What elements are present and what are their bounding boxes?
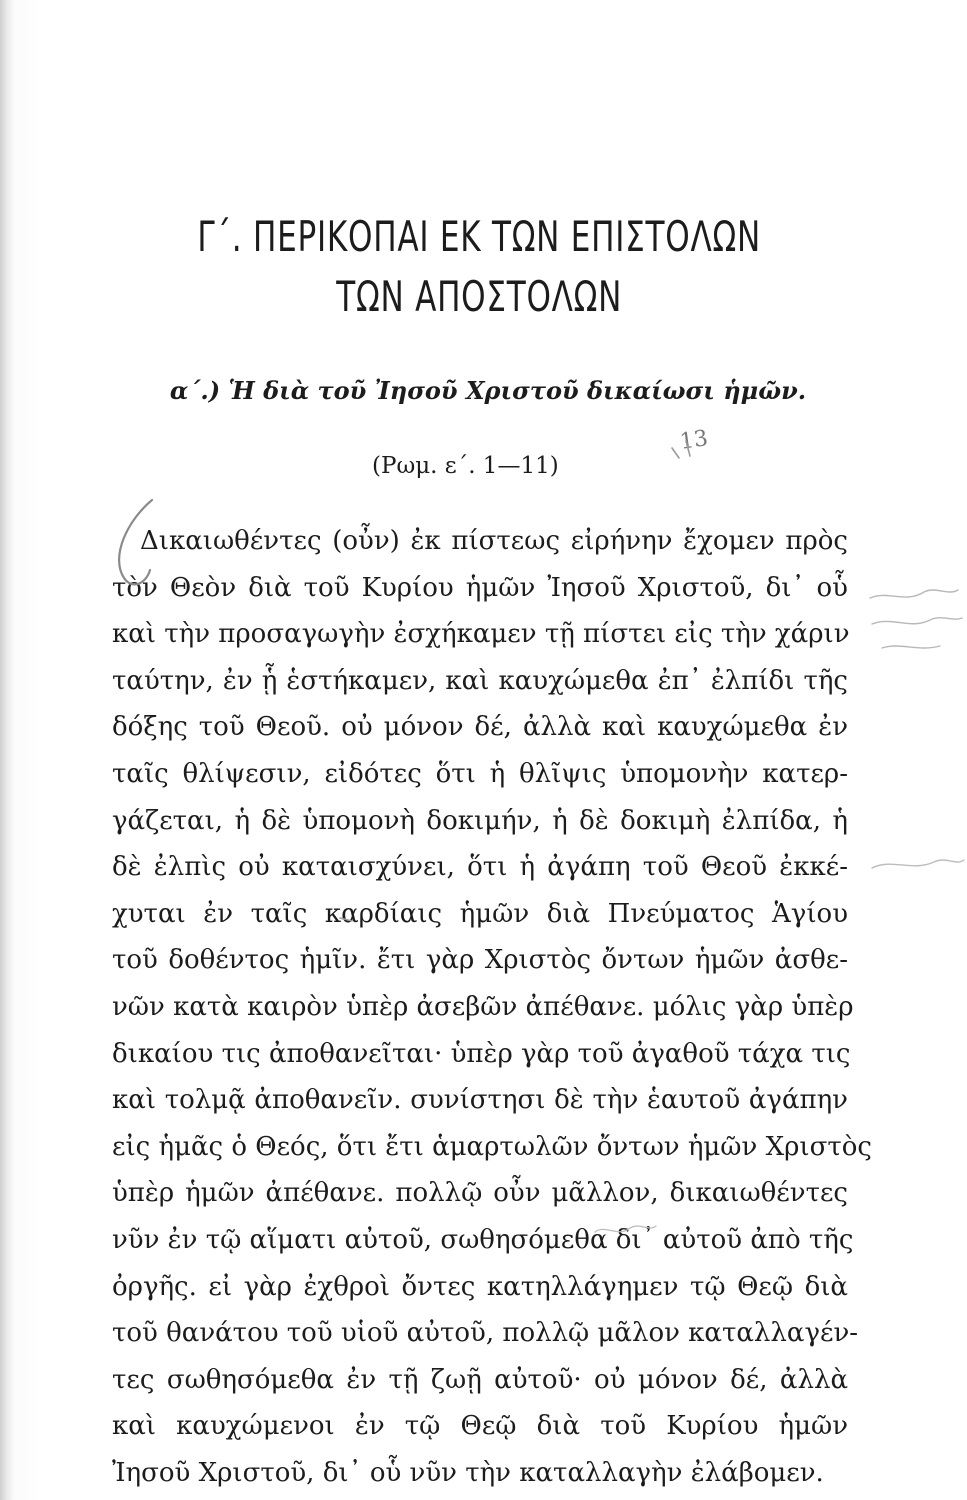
body-line: Δικαιωθέντες (οὖν) ἐκ πίστεως εἰρήνην ἔχομεν πρὸς	[140, 526, 848, 556]
section-heading-line-2: ΤΩΝ ΑΠΟΣΤΟΛΩΝ	[336, 272, 623, 321]
body-line: ταῖς θλίψεσιν, εἰδότες ὅτι ἡ θλῖψις ὑπομονὴν κατερ-	[112, 758, 848, 789]
body-line: δικαίου τις ἀποθανεῖται· ὑπὲρ γὰρ τοῦ ἀγαθοῦ τάχα τις	[112, 1038, 851, 1069]
body-line: τοῦ θανάτου τοῦ υἱοῦ αὐτοῦ, πολλῷ μᾶλον καταλλαγέν-	[112, 1318, 859, 1349]
body-line: νῶν κατὰ καιρὸν ὑπὲρ ἀσεβῶν ἀπέθανε. μόλις γὰρ ὑπὲρ	[112, 991, 854, 1022]
body-line: Ἰησοῦ Χριστοῦ, δι᾽ οὗ νῦν τὴν καταλλαγὴν ἐλάβομεν.	[112, 1457, 824, 1488]
pencil-margin-scribble	[872, 860, 964, 868]
body-line: δὲ ἐλπὶς οὐ καταισχύνει, ὅτι ἡ ἀγάπη τοῦ Θεοῦ ἐκκέ-	[112, 852, 848, 883]
pencil-bracket	[340, 918, 352, 921]
pencil-paragraph-mark	[119, 500, 152, 584]
body-line: τοῦ δοθέντος ἡμῖν. ἔτι γὰρ Χριστὸς ὄντων ἡμῶν ἀσθε-	[112, 945, 848, 976]
body-line: εἰς ἡμᾶς ὁ Θεός, ὅτι ἔτι ἁμαρτωλῶν ὄντων ἡμῶν Χριστὸς	[112, 1131, 872, 1162]
body-line: χυται ἐν ταῖς καρδίαις ἡμῶν διὰ Πνεύματος Ἁγίου	[112, 898, 848, 929]
handwritten-margin-number: 13	[678, 426, 710, 455]
pencil-margin-scribble	[870, 590, 962, 648]
body-line: καὶ τὴν προσαγωγὴν ἐσχήκαμεν τῇ πίστει εἰς τὴν χάριν	[112, 619, 850, 650]
scripture-reference: (Ρωμ. ε΄. 1—11)	[372, 453, 559, 479]
section-heading-line-1: Γ΄. ΠΕΡΙΚΟΠΑΙ ΕΚ ΤΩΝ ΕΠΙΣΤΟΛΩΝ	[197, 212, 761, 261]
body-line: ὑπὲρ ἡμῶν ἀπέθανε. πολλῷ οὖν μᾶλλον, δικαιωθέντες	[112, 1178, 848, 1209]
body-line: καὶ καυχώμενοι ἐν τῷ Θεῷ διὰ τοῦ Κυρίου ἡμῶν	[112, 1411, 848, 1442]
body-line: νῦν ἐν τῷ αἵματι αὐτοῦ, σωθησόμεθα δι᾽ αὐτοῦ ἀπὸ τῆς	[112, 1224, 854, 1255]
pencil-tick-mark	[672, 441, 690, 458]
body-line: ὀργῆς. εἰ γὰρ ἐχθροὶ ὄντες κατηλλάγημεν τῷ Θεῷ διὰ	[112, 1271, 848, 1302]
body-line: τὸν Θεὸν διὰ τοῦ Κυρίου ἡμῶν Ἰησοῦ Χριστοῦ, δι᾽ οὗ	[112, 572, 848, 603]
passage-title: α΄.) Ἡ διὰ τοῦ Ἰησοῦ Χριστοῦ δικαίωσι ἡμῶν.	[169, 376, 807, 405]
body-line: τες σωθησόμεθα ἐν τῇ ζωῇ αὐτοῦ· οὐ μόνον δέ, ἀλλὰ	[112, 1364, 848, 1395]
body-line: δόξης τοῦ Θεοῦ. οὐ μόνον δέ, ἀλλὰ καὶ καυχώμεθα ἐν	[112, 712, 848, 743]
body-line: ταύτην, ἐν ᾗ ἑστήκαμεν, καὶ καυχώμεθα ἐπ᾽ ἐλπίδι τῆς	[112, 665, 848, 696]
body-line: καὶ τολμᾷ ἀποθανεῖν. συνίστησι δὲ τὴν ἑαυτοῦ ἀγάπην	[112, 1085, 848, 1116]
body-line: γάζεται, ἡ δὲ ὑπομονὴ δοκιμήν, ἡ δὲ δοκιμὴ ἐλπίδα, ἡ	[112, 805, 848, 836]
pencil-underline-scribble	[595, 1226, 656, 1232]
